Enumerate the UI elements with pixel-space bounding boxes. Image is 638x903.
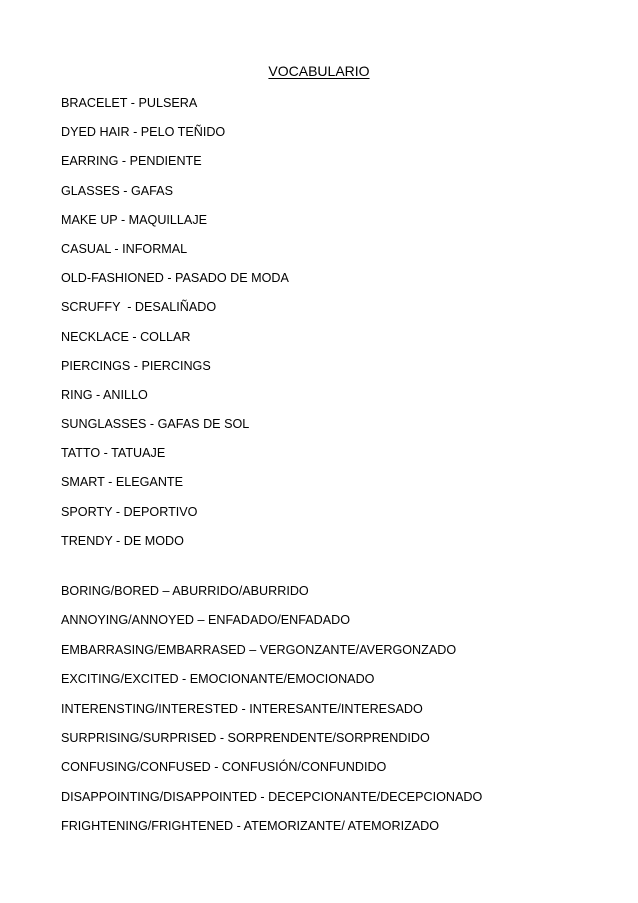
list-item: TATTO - TATUAJE <box>61 446 166 461</box>
list-item: OLD-FASHIONED - PASADO DE MODA <box>61 271 289 286</box>
list-item: CONFUSING/CONFUSED - CONFUSIÓN/CONFUNDIDO <box>61 760 387 775</box>
list-item: BRACELET - PULSERA <box>61 96 198 110</box>
list-item: FRIGHTENING/FRIGHTENED - ATEMORIZANTE/ ATEMORIZADO <box>61 819 440 834</box>
list-item: CASUAL - INFORMAL <box>61 241 188 256</box>
vocabulary-list-adjectives <box>61 582 482 847</box>
list-item: TRENDY - DE MODO <box>61 533 184 548</box>
list-item: SURPRISING/SURPRISED - SORPRENDENTE/SORPRENDIDO <box>61 730 430 745</box>
list-item: SMART - ELEGANTE <box>61 475 184 490</box>
list-item: GLASSES - GAFAS <box>61 183 173 198</box>
list-item: MAKE UP - MAQUILLAJE <box>61 212 208 227</box>
list-item: DISAPPOINTING/DISAPPOINTED - DECEPCIONANTE/DECEPCIONADO <box>61 789 483 804</box>
list-item: SUNGLASSES - GAFAS DE SOL <box>61 417 250 432</box>
list-item: INTERENSTING/INTERESTED - INTERESANTE/INTERESADO <box>61 701 423 716</box>
list-item: SPORTY - DEPORTIVO <box>61 504 198 519</box>
list-item: EMBARRASING/EMBARRASED – VERGONZANTE/AVERGONZADO <box>61 642 457 657</box>
page-title: VOCABULARIO <box>268 63 370 79</box>
list-item: NECKLACE - COLLAR <box>61 329 191 344</box>
list-item: ANNOYING/ANNOYED – ENFADADO/ENFADADO <box>61 613 351 628</box>
list-item: RING - ANILLO <box>61 387 148 402</box>
list-item: SCRUFFY - DESALIÑADO <box>61 300 217 315</box>
vocabulary-list-appearance <box>61 94 289 561</box>
list-item: EXCITING/EXCITED - EMOCIONANTE/EMOCIONADO <box>61 672 375 687</box>
list-item: EARRING - PENDIENTE <box>61 154 202 169</box>
list-item: BORING/BORED – ABURRIDO/ABURRIDO <box>61 584 309 598</box>
list-item: PIERCINGS - PIERCINGS <box>61 358 211 373</box>
list-item: DYED HAIR - PELO TEÑIDO <box>61 125 226 140</box>
